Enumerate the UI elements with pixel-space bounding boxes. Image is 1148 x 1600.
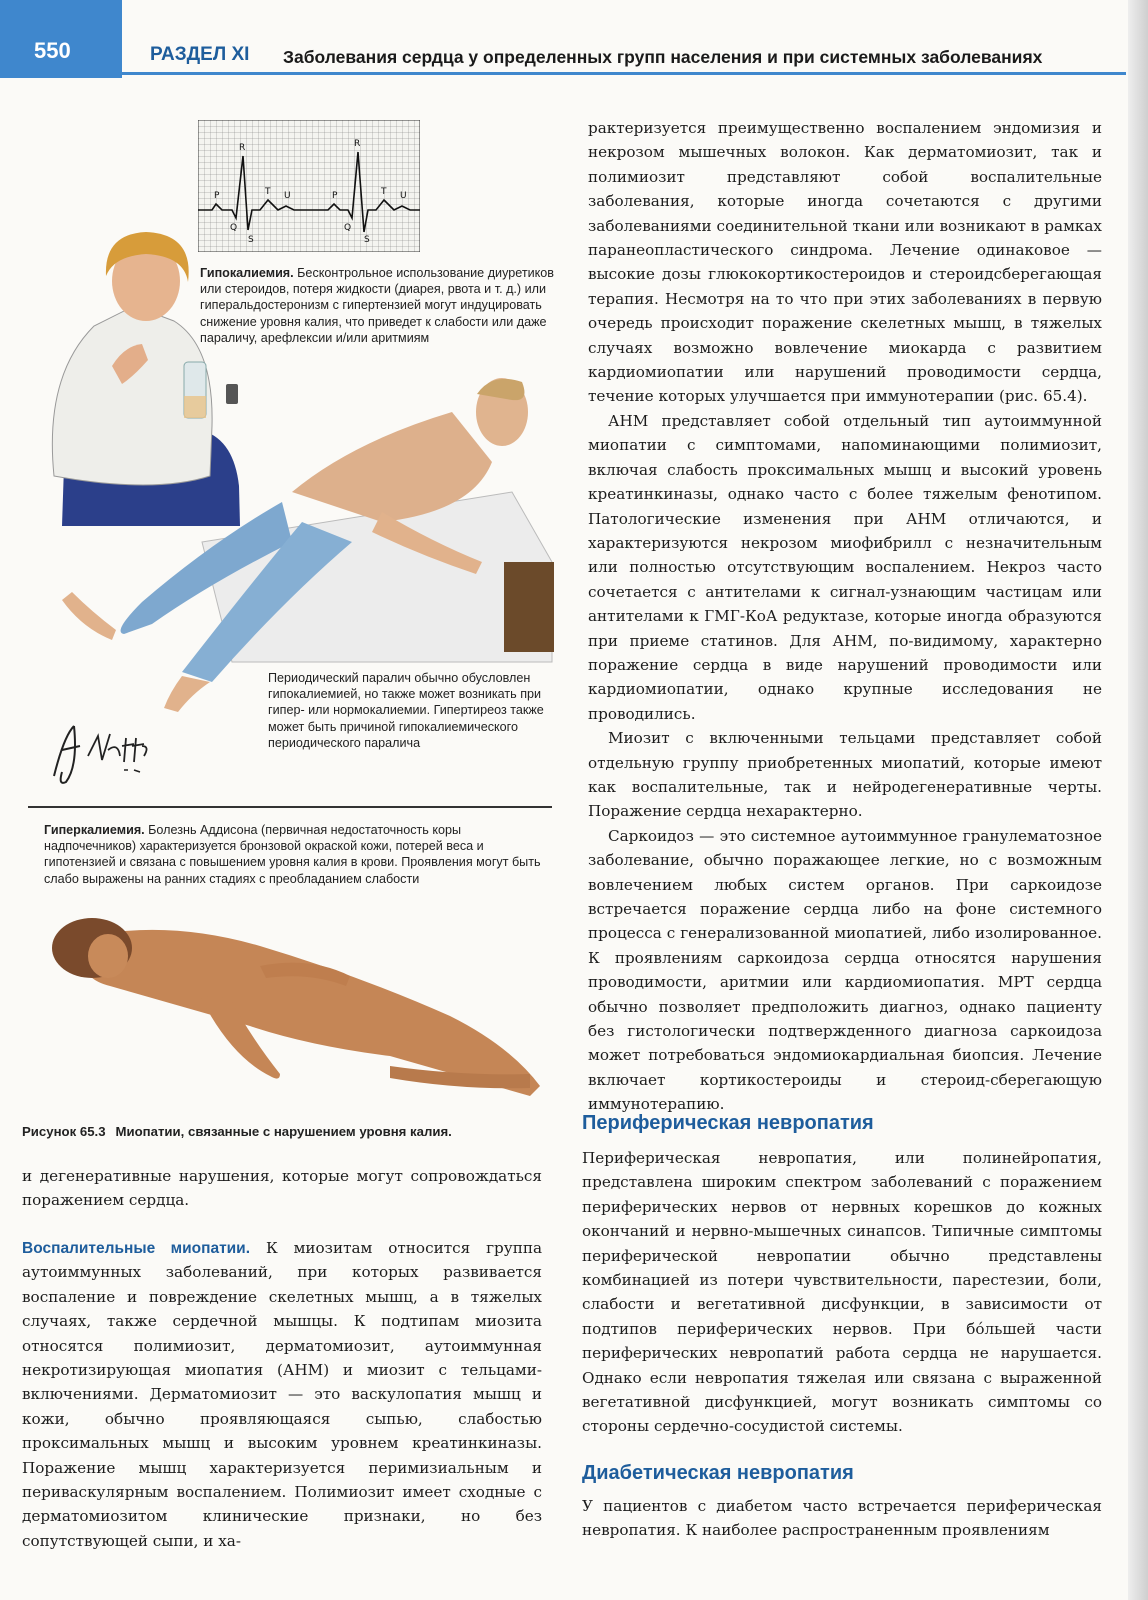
heading-diabetic-neuropathy: Диабетическая невропатия: [582, 1462, 854, 1484]
paragraph-anm: АНМ представляет собой отдельный тип аутоиммунной миопатии с симптомами, напоминающими полимиозит, включая слабость проксимальных мышц и высокий уровень креатинкиназы, однако часто с более тяжелым фенотипом. Патологические изменения при АНМ отличаются, и характеризуются некрозом миофибрилл с незначительным или полностью отсутствующим воспалением. Некроз часто сочетается с антителами к сигнал-узнающим частицам или антителами к ГМГ-КоА редуктазе, которые иногда образуются при приеме статинов. Для АНМ, по-видимому, характерно поражение сердца в виде нарушений проводимости или кардиомиопатии, однако крупные исследования не проводились.: [588, 411, 1102, 723]
running-title: Заболевания сердца у определенных групп населения и при системных заболеваниях: [283, 47, 1043, 67]
figure-caption-text: Миопатии, связанные с нарушением уровня калия.: [115, 1124, 452, 1139]
inflammatory-myopathies-text: К миозитам относится группа аутоиммунных заболеваний, при которых развивается воспаление и повреждение скелетных мышц, а в тяжелых случаях, также сердечной мышцы. К подтипам миозита относятся полимиозит, дерматомиозит, аутоиммунная некротизирующая миопатия (АНМ) и миозит с тельцами-включениями. Дерматомиозит — это васкулопатия мышц и кожи, обычно проявляющаяся сыпью, слабостью проксимальных мышц и высоким уровнем креатинкиназы. Поражение мышц характеризуется перимизиальным и периваскулярным воспалением. Полимиозит имеет сходные с дерматомиозитом клинические признаки, но без сопутствующей сыпи, и ха-: [22, 1239, 542, 1550]
ecg-label-t1: T: [265, 187, 271, 197]
ecg-label-u1: U: [284, 191, 291, 201]
hyperkalemia-text: Болезнь Аддисона (первичная недостаточность коры надпочечников) характеризуется бронзовой окраской кожи, потерей веса и гипотензией и связана с повышением уровня калия в крови. Проявления могут быть слабо выражены на ранних стадиях с преобладанием слабости: [44, 823, 541, 886]
page-edge: [1128, 0, 1148, 1600]
ecg-label-s2: S: [364, 235, 370, 245]
hypokalemia-title: Гипокалиемия.: [200, 266, 294, 280]
ecg-label-r1: R: [239, 143, 246, 153]
figure-separator: [28, 806, 552, 808]
right-column-peripheral: [582, 1146, 1102, 1439]
left-column-body: [22, 1236, 542, 1553]
hypokalemia-caption: [200, 265, 556, 346]
inflammatory-myopathies-heading: Воспалительные миопатии.: [22, 1240, 251, 1257]
header-rule: [122, 72, 1126, 75]
page-header: [0, 0, 1148, 78]
ecg-label-r2: R: [354, 139, 361, 149]
figure-caption: [22, 1124, 562, 1139]
heading-peripheral-neuropathy: Периферическая невропатия: [582, 1112, 874, 1134]
right-column-diabetic: [582, 1494, 1102, 1543]
paragraph-polymyositis: рактеризуется преимущественно воспалением эндомизия и некрозом мышечных волокон. Как дерматомиозит, так и полимиозит представляют собой воспалительные заболевания, которые иногда сочетаются с другими заболеваниями соединительной ткани или возникают в рамках паранеопластического синдрома. Лечение одинаковое — высокие дозы глюкокортикостероидов и стероидсберегающая терапия. Несмотря на то что при этих заболеваниях в первую очередь происходит поражение скелетных мышц, в тяжелых случаях возможно вовлечение миокарда с развитием кардиомиопатии или нарушений проводимости сердца, течение которых улучшается при иммунотерапии (рис. 65.4).: [588, 119, 1102, 406]
paragraph-continuation: и дегенеративные нарушения, которые могут сопровождаться поражением сердца.: [22, 1167, 542, 1210]
hypokalemia-text: Бесконтрольное использование диуретиков или стероидов, потеря жидкости (диарея, рвота и т. д.) или гиперальдостеронизм с гипертензией могут индуцировать снижение уровня калия, что приведет к слабости или даже параличу, арефлексии и/или аритмиям: [200, 266, 554, 345]
periodic-paralysis-caption: Периодический паралич обычно обусловлен гипокалиемией, но также может возникать при гипер- или нормокалиемии. Гипертиреоз также может быть причиной гипокалиемического периодического паралича: [268, 671, 544, 750]
figure-caption-label: Рисунок 65.3: [22, 1124, 106, 1139]
paragraph-diabetic-neuropathy: У пациентов с диабетом часто встречается периферическая невропатия. К наиболее распространенным проявлениям: [582, 1497, 1102, 1540]
section-label: РАЗДЕЛ XI: [150, 44, 250, 65]
ecg-label-s1: S: [248, 235, 254, 245]
paragraph-sarcoidosis: Саркоидоз — это системное аутоиммунное гранулематозное заболевание, обычно поражающее легкие, но с возможным вовлечением любых систем органов. При саркоидозе встречается поражение сердца либо на фоне системного процесса с генерализованной миопатией, либо изолированное. К проявлениям саркоидоза сердца относятся нарушения проводимости, аритмии или кардиомиопатия. МРТ сердца обычно позволяет предположить диагноз, однако пациенту без гистологически подтвержденного диагноза саркоидоза может потребоваться эндомиокардиальная биопсия. Лечение включает кортикостероиды и стероид-сберегающую иммунотерапию.: [588, 826, 1102, 1114]
reclining-patient-illustration: [30, 906, 550, 1102]
ecg-label-q1: Q: [230, 223, 238, 233]
hyperkalemia-caption: [44, 822, 544, 887]
ecg-label-u2: U: [400, 191, 407, 201]
page-number: 550: [34, 38, 71, 63]
ecg-label-p2: P: [332, 191, 338, 201]
ecg-label-q2: Q: [344, 223, 352, 233]
hyperkalemia-title: Гиперкалиемия.: [44, 823, 145, 837]
ecg-label-p1: P: [214, 191, 220, 201]
paragraph-inclusion-body-myositis: Миозит с включенными тельцами представляет собой отдельную группу приобретенных миопатий, которые имеют как воспалительные, так и нейродегенеративные черты. Поражение сердца нехарактерно.: [588, 729, 1102, 821]
paragraph-peripheral-neuropathy: Периферическая невропатия, или полинейропатия, представлена широким спектром заболеваний с поражением периферических нервов от нервных корешков до кожных окончаний и нервно-мышечных синапсов. Типичные симптомы периферической невропатии обычно представлены комбинацией из потери чувствительности, парестезии, боли, слабости и вегетативной дисфункции, в зависимости от подтипов периферических нервов. При бóльшей части периферических невропатий работа сердца не нарушается. Однако если невропатия тяжелая или связана с выраженной вегетативной дисфункцией, могут возникать симптомы со стороны сердечно-сосудистой системы.: [582, 1149, 1102, 1436]
paragraph-inflammatory-myopathies: [22, 1236, 542, 1553]
netter-signature: [44, 716, 154, 788]
left-column-top: [22, 1164, 542, 1213]
right-column-body: [588, 116, 1102, 1117]
ecg-label-t2: T: [381, 187, 387, 197]
